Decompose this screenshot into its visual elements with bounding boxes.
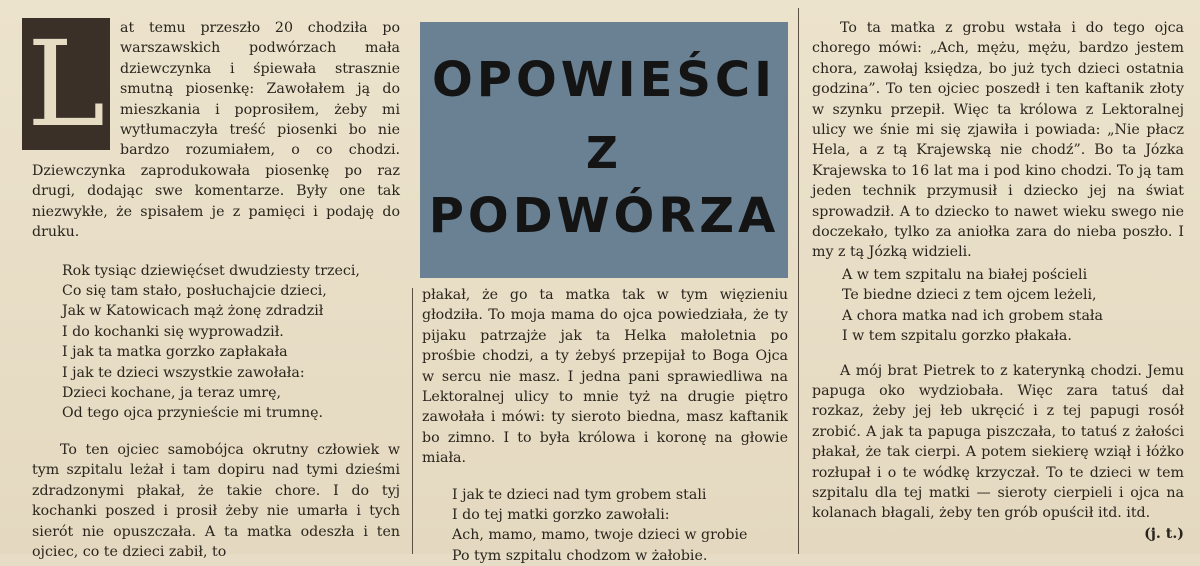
poem-line: Jak w Katowicach mąż żonę zdradził xyxy=(62,303,324,320)
column-1-intro xyxy=(120,18,400,161)
title-line-2: Z xyxy=(586,128,622,179)
poem-stanza-1 xyxy=(62,261,400,424)
poem-line: I w tem szpitalu gorzko płakała. xyxy=(842,328,1072,345)
poem-stanza-3 xyxy=(842,265,1184,347)
intro-line: dziewczynka i śpiewała strasznie xyxy=(120,60,400,77)
poem-line: I jak te dzieci wszystkie zawołała: xyxy=(62,364,305,381)
title-line-1: OPOWIEŚCI xyxy=(431,52,777,108)
paragraph-mother: płakał, że go ta matka tak w tym więzieniu głodziła. To moja mama do ojca powiedziała, że ty pijaku patrzajże jak ta Helka małoletnia po prośbie chodzi, a ty żebyś przepijał to Boga Ojca w sercu nie masz. I jedna pani sprawiedliwa na Lektoralnej ulicy to mnie tyż na drugie piętro zawołała i mówi: ty sieroto biedna, masz kaftanik bo zimno. I to była królowa i koronę na głowie miała. xyxy=(422,287,788,467)
poem-line: A w tem szpitalu na białej pościeli xyxy=(842,266,1088,283)
poem-line: Po tym szpitalu chodzom w żałobie. xyxy=(452,547,708,564)
title-line-3: PODWÓRZA xyxy=(428,188,780,244)
author-signature: (j. t.) xyxy=(1144,525,1184,542)
paragraph-father: To ten ojciec samobójca okrutny człowiek w tym szpitalu leżał i tam dopiru nad tymi dzieśmi zdradzonymi płakał, że takie chore. I do tyj kochanki poszed i prosił żeby nie umarła i tych sierót nie opuszczała. A ta matka odeszła i ten ojciec, co te dzieci zabił, to xyxy=(32,441,400,560)
paragraph-brother xyxy=(812,361,1184,542)
drop-cap-letter: L xyxy=(22,18,110,150)
paragraph-grave: To ta matka z grobu wstała i do tego ojca chorego mówi: „Ach, mężu, mężu, bardzo jestem chora, zawołaj księdza, bo już tych dzieci ostatnia godzina”. To ten ojciec poszedł i ten kaftanik złoty w szynku przepił. Więc ta królowa z Lektoralnej ulicy we śnie mi się zjawiła i powiada: „Nie płacz Hela, a z tą Krajewską nie chodź”. Bo ta Józka Krajewska to 16 lat ma i pod kino chodzi. To ją tam jeden technik przymusił i dziecko jej na świat sprowadził. A to dziecko to nawet wieku swego nie doczekało, tylko za aniołka zara do nieba poszło. I my z tą Józką widzieli. xyxy=(812,20,1184,261)
column-rule-left xyxy=(412,288,413,554)
poem-line: Ach, mamo, mamo, twoje dzieci w grobie xyxy=(452,527,748,544)
poem-line: I jak te dzieci nad tym grobem stali xyxy=(452,486,707,503)
column-1-body xyxy=(32,161,400,562)
column-3-body xyxy=(812,18,1184,544)
intro-paragraph-rest: Dziewczynka zaprodukowała piosenkę po raz drugi, dodając swe komentarze. Były one tak niezwykłe, że spisałem je z pamięci i podaję do druku. xyxy=(32,163,400,241)
intro-line: smutną piosenkę: Zawołałem ją do xyxy=(120,81,400,98)
poem-line: I jak ta matka gorzko zapłakała xyxy=(62,344,288,361)
poem-line: A chora matka nad ich grobem stała xyxy=(842,307,1103,324)
poem-line: I do tej matki gorzko zawołali: xyxy=(452,507,670,524)
poem-line: Rok tysiąc dziewięćset dwudziesty trzeci, xyxy=(62,262,360,279)
paragraph-brother-text: A mój brat Pietrek to z katerynką chodzi. Jemu papuga oko wydziobała. Więc zara tatuś dał rozkaz, żeby jej łeb ukręcić i z tej papugi rosół zrobić. A jak ta papuga piszczała, to tatuś z żałości płakał, że tak cierpi. A potem siekierę wziął i łóżko rozłupał i o te wódkę krzyczał. To te dzieci w tem szpitalu dla tej matki — sieroty cierpieli i ojca na kolanach błagali, żeby ten grób opuścił itd. itd. xyxy=(812,362,1184,522)
intro-line: at temu przeszło 20 chodziła po xyxy=(120,20,400,36)
poem-line: I do kochanki się wyprowadził. xyxy=(62,323,284,340)
column-2-body xyxy=(422,285,788,566)
intro-line: warszawskich podwórzach mała xyxy=(120,40,400,57)
intro-line: bardzo rozumiałem, o co chodzi. xyxy=(120,142,400,159)
title-box xyxy=(420,22,788,278)
intro-lines xyxy=(120,18,400,161)
poem-line: Co się tam stało, posłuchajcie dzieci, xyxy=(62,283,327,300)
poem-line: Te biedne dzieci z tem ojcem leżeli, xyxy=(842,287,1097,304)
column-rule-right xyxy=(798,8,799,554)
intro-line: wytłumaczyła treść piosenki bo nie xyxy=(120,122,400,139)
poem-line: Od tego ojca przynieście mi trumnę. xyxy=(62,405,324,422)
intro-line: mieszkania i poprosiłem, żeby mi xyxy=(120,101,400,118)
poem-line: Dzieci kochane, ja teraz umrę, xyxy=(62,385,281,402)
